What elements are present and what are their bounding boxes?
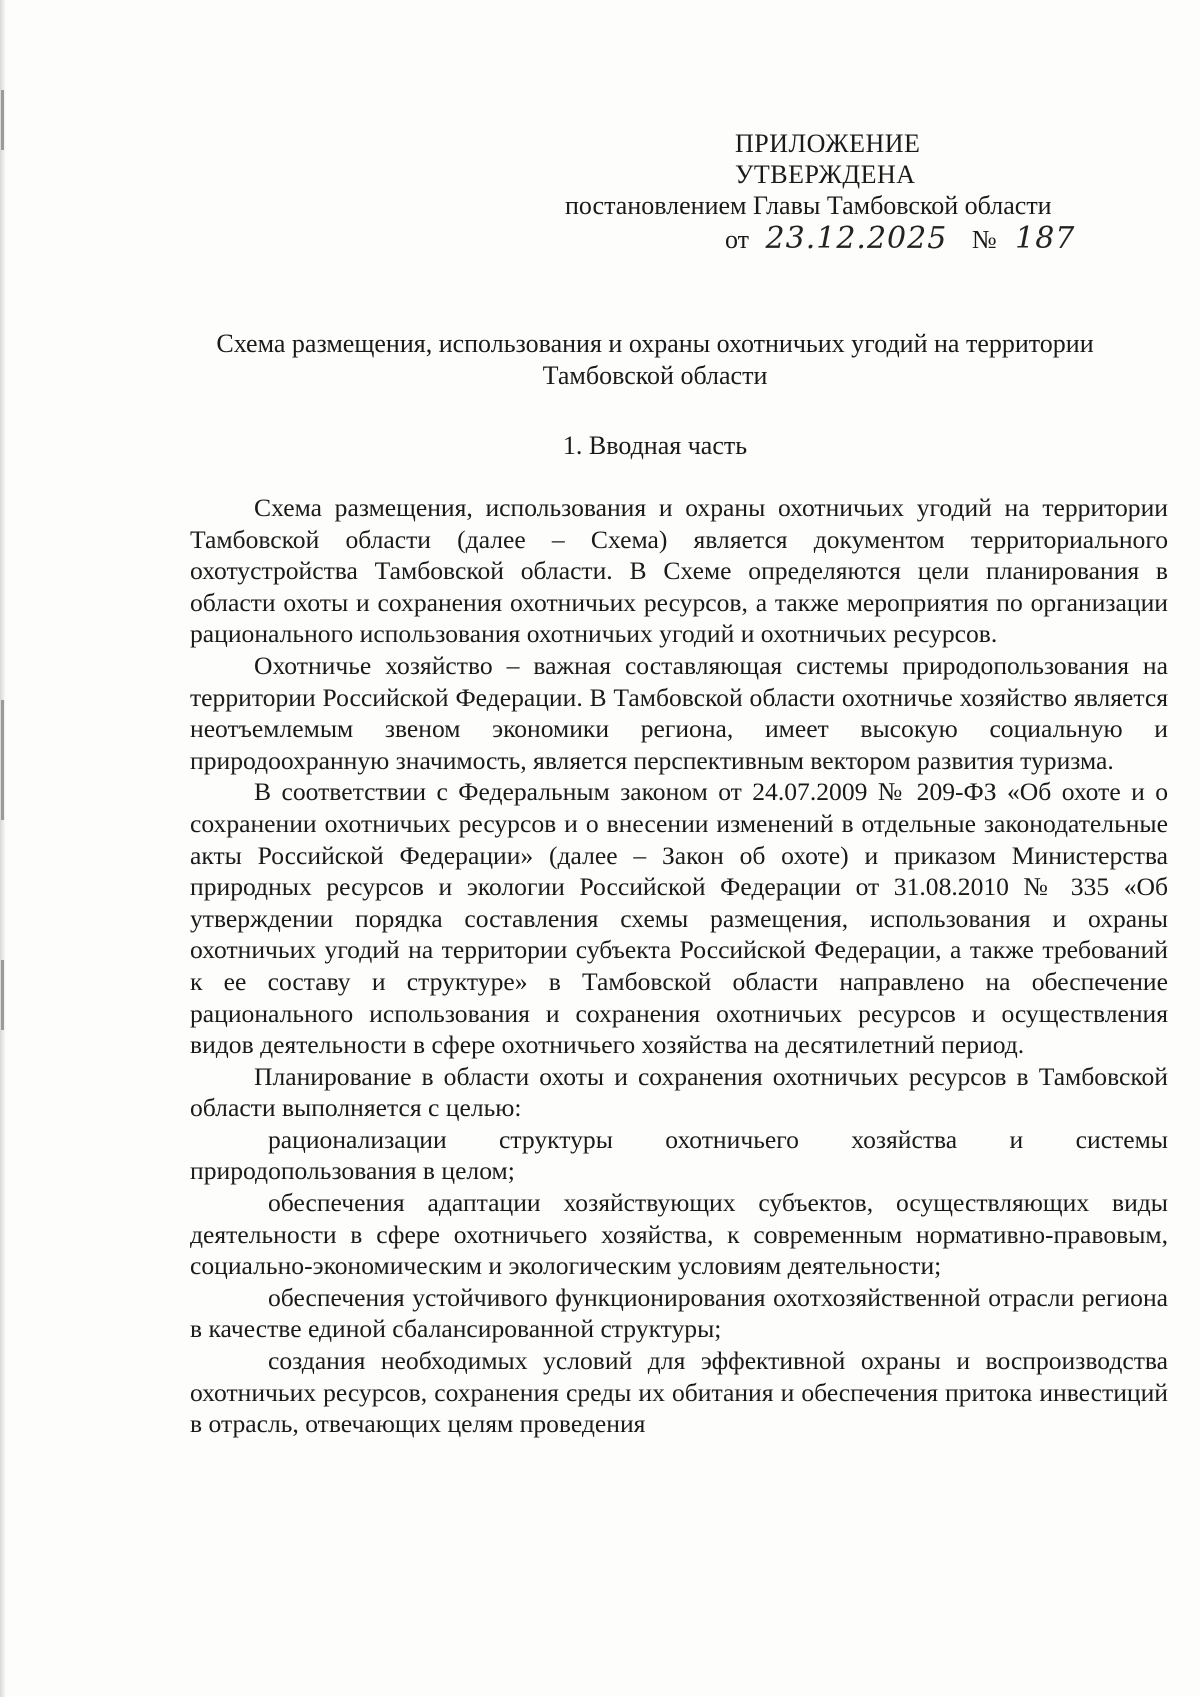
scan-artifact-mark bbox=[1, 700, 4, 820]
scan-artifact-mark bbox=[1, 960, 4, 1030]
goal-list-item: создания необходимых условий для эффективной охраны и воспроизводства охотничьих ресурсов, сохранения среды их обитания и обеспечения притока инвестиций в отрасль, отвечающих целям проведения bbox=[190, 1346, 1168, 1439]
date-prefix: от bbox=[725, 225, 750, 254]
goal-list-item: рационализации структуры охотничьего хозяйства и системы природопользования в целом; bbox=[190, 1124, 1168, 1186]
decree-date-line bbox=[725, 223, 1075, 255]
body-paragraph: Планирование в области охоты и сохранения охотничьих ресурсов в Тамбовской области выполняется с целью: bbox=[190, 1061, 1168, 1123]
goal-list-item: обеспечения устойчивого функционирования охотхозяйственной отрасли региона в качестве единой сбалансированной структуры; bbox=[190, 1282, 1168, 1344]
scan-artifact-mark bbox=[1, 90, 4, 150]
body-paragraph: Схема размещения, использования и охраны охотничьих угодий на территории Тамбовской области (далее – Схема) является документом территориального охотустройства Тамбовской области. В Схеме определяются цели планирования в области охоты и сохранения охотничьих ресурсов, а также мероприятия по организации рационального использования охотничьих угодий и охотничьих ресурсов. bbox=[190, 493, 1168, 649]
body-paragraph: Охотничье хозяйство – важная составляющая системы природопользования на территории Российской Федерации. В Тамбовской области охотничье хозяйство является неотъемлемым звеном экономики региона, имеет высокую социальную и природоохранную значимость, является перспективным вектором развития туризма. bbox=[190, 650, 1168, 775]
handwritten-date: 23.12.2025 bbox=[765, 221, 948, 256]
decree-reference: постановлением Главы Тамбовской области bbox=[565, 191, 1052, 220]
approved-label: УТВЕРЖДЕНА bbox=[735, 160, 916, 189]
scan-edge-shadow bbox=[0, 0, 6, 1697]
body-paragraph: В соответствии с Федеральным законом от 24.07.2009 № 209-ФЗ «Об охоте и о сохранении охотничьих ресурсов и о внесении изменений в отдельные законодательные акты Российской Федерации» (далее – Закон об охоте) и приказом Министерства природных ресурсов и экологии Российской Федерации от 31.08.2010 № 335 «Об утверждении порядка составления схемы размещения, использования и охраны охотничьих угодий на территории субъекта Российской Федерации, а также требований к ее составу и структуре» в Тамбовской области направлено на обеспечение рационального использования и сохранения охотничьих ресурсов и осуществления видов деятельности в сфере охотничьего хозяйства на десятилетний период. bbox=[190, 777, 1168, 1060]
section-heading: 1. Вводная часть bbox=[562, 431, 748, 460]
number-sign: № bbox=[971, 225, 997, 254]
document-body bbox=[190, 492, 1168, 1440]
appendix-label: ПРИЛОЖЕНИЕ bbox=[735, 129, 921, 158]
handwritten-number: 187 bbox=[1015, 221, 1076, 256]
document-title: Схема размещения, использования и охраны охотничьих угодий на территории Тамбовской области bbox=[216, 329, 1094, 390]
goal-list-item: обеспечения адаптации хозяйствующих субъектов, осуществляющих виды деятельности в сфере охотничьего хозяйства, к современным нормативно-правовым, социально-экономическим и экологическим условиям деятельности; bbox=[190, 1188, 1168, 1281]
